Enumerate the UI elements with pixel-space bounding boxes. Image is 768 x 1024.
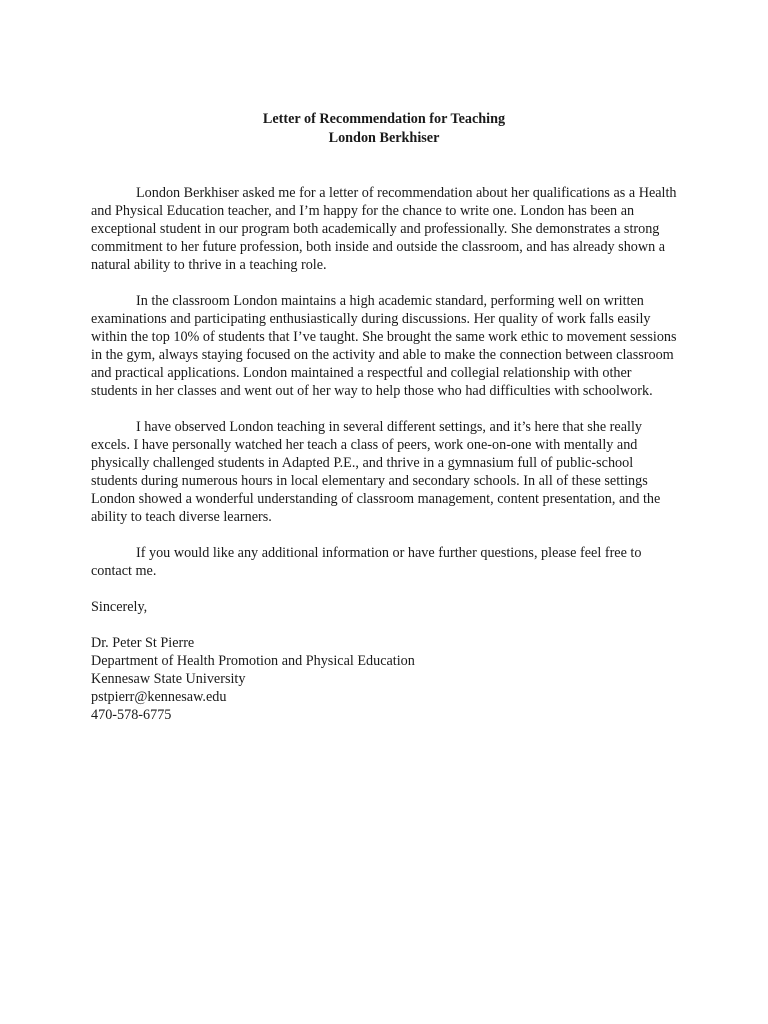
signer-institution: Kennesaw State University (91, 671, 246, 687)
subject-name: London Berkhiser (328, 130, 440, 146)
closing: Sincerely, (91, 599, 148, 615)
signer-email: pstpierr@kennesaw.edu (91, 689, 227, 705)
letter-heading (91, 110, 677, 148)
paragraph-teaching: I have observed London teaching in several different settings, and it’s here that she really excels. I have personally watched her teach a class of peers, work one-on-one with mentally and physically challenged students in Adapted P.E., and thrive in a gymnasium full of public-school students during numerous hours in local elementary and secondary schools. In all of these settings London showed a wonderful understanding of classroom management, content presentation, and the ability to teach diverse learners. (91, 419, 661, 525)
signer-phone: 470-578-6775 (91, 707, 172, 723)
signature-block (91, 634, 677, 724)
letter-title: Letter of Recommendation for Teaching (262, 111, 506, 127)
letter-page (91, 110, 677, 724)
signer-name: Dr. Peter St Pierre (91, 635, 195, 651)
paragraph-classroom: In the classroom London maintains a high academic standard, performing well on written examinations and participating enthusiastically during discussions. Her quality of work falls easily within the top 10% of students that I’ve taught. She brought the same work ethic to movement sessions in the gym, always staying focused on the activity and able to make the connection between classroom and practical applications. London maintained a respectful and collegial relationship with other students in her classes and went out of her way to help those who had difficulties with schoolwork. (91, 293, 677, 399)
paragraph-contact: If you would like any additional information or have further questions, please feel free to contact me. (91, 545, 642, 579)
signer-department: Department of Health Promotion and Physical Education (91, 653, 415, 669)
paragraph-intro: London Berkhiser asked me for a letter of recommendation about her qualifications as a Health and Physical Education teacher, and I’m happy for the chance to write one. London has been an exceptional student in our program both academically and professionally. She demonstrates a strong commitment to her future profession, both inside and outside the classroom, and has already shown a natural ability to thrive in a teaching role. (91, 185, 677, 273)
